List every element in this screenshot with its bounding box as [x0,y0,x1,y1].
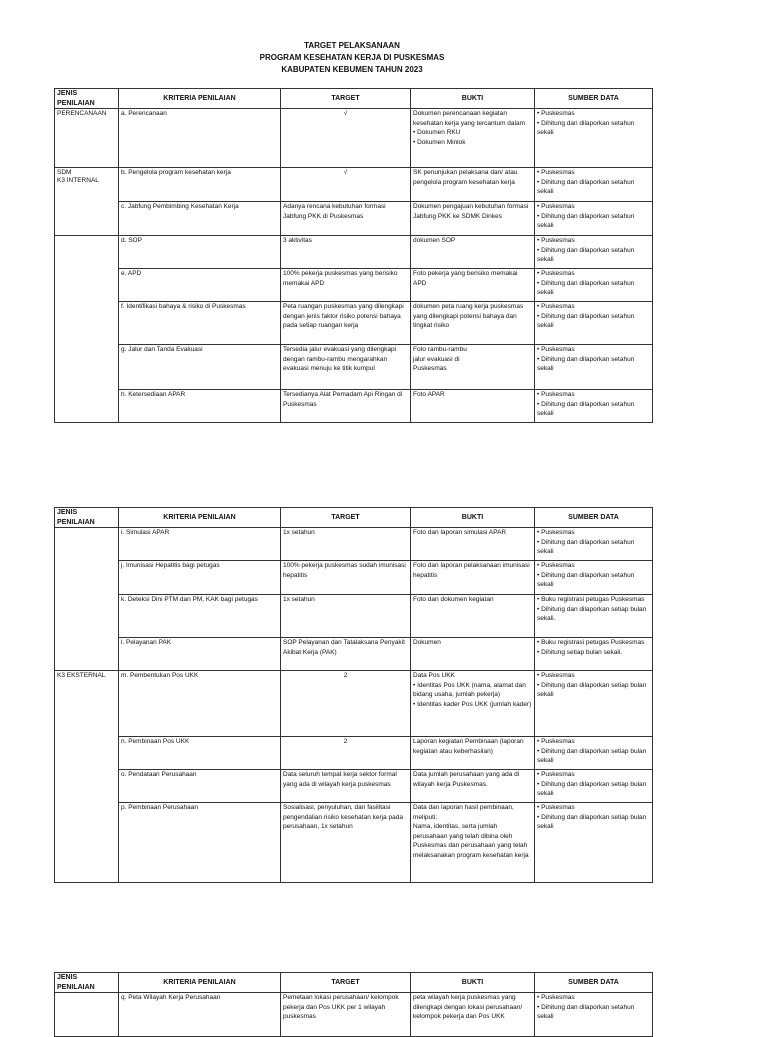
bukti-cell: Dokumen [411,638,535,671]
title-line-1: TARGET PELAKSANAAN [304,41,400,50]
sumber-cell [535,109,653,168]
table-row [55,993,653,1037]
sumber-cell [535,528,653,561]
table-header-row [55,508,653,528]
target-cell: Data seluruh tempat kerja sektor formal yang ada di wilayah kerja puskesmas [281,770,411,803]
target-cell: 100% pekerja puskesmas sudah imunisasi hepatitis [281,561,411,595]
bukti-line: Data Pos UKK [413,672,455,679]
sumber-line: • Puskesmas [537,237,575,244]
table-header-row [55,89,653,109]
sumber-line: • Puskesmas [537,346,575,353]
table-row [55,202,653,236]
header-target: TARGET [281,508,411,528]
target-cell: Sosialisasi, penyuluhan, dan fasilitasi pengendalian risiko kesehatan kerja pada perusahaan, 1x setahun [281,803,411,883]
sumber-line: • Dihitung dan dilaporkan setahun sekali [537,279,635,296]
table-row [55,236,653,269]
sumber-line: • Dihitung dan dilaporkan setahun sekali [537,355,635,372]
kriteria-cell: h. Ketersediaan APAR [119,390,281,423]
group-cell-perencanaan: PERENCANAAN [55,109,119,168]
assessment-table-2 [54,507,653,883]
target-cell: 1x setahun [281,528,411,561]
sumber-cell [535,302,653,345]
sumber-line: • Dihitung dan dilaporkan setahun sekali [537,400,635,417]
sumber-cell [535,390,653,423]
kriteria-cell: c. Jabfung Pembimbing Kesehatan Kerja [119,202,281,236]
kriteria-cell: i. Simulasi APAR [119,528,281,561]
bukti-cell [411,109,535,168]
sumber-line: • Dihitung dan dilaporkan setahun sekali [537,246,635,263]
assessment-table-3 [54,972,653,1037]
group-cell-sdm: SDM [55,168,119,236]
table-row [55,737,653,770]
sumber-line: • Puskesmas [537,804,575,811]
sumber-line: • Dihitung dan dilaporkan setiap bulan sekali [537,747,647,764]
sumber-line: • Puskesmas [537,303,575,310]
sumber-line: • Puskesmas [537,203,575,210]
bukti-line: • Identitas Pos UKK (nama, alamat dan bidang usaha, jumlah pekerja) [413,681,526,698]
bukti-line: • Dokumen RKU [413,129,461,136]
sumber-line: • Puskesmas [537,994,575,1001]
bukti-cell: dokumen SOP [411,236,535,269]
kriteria-cell: j. Imunisasi Hepatitis bagi petugas [119,561,281,595]
assessment-table-1 [54,88,653,423]
sumber-cell [535,345,653,390]
bukti-line: • Dokumen Minlok [413,138,466,146]
table-row [55,561,653,595]
sumber-cell [535,803,653,883]
group-cell-k3-internal [55,177,119,423]
header-sumber: SUMBER DATA [535,973,653,993]
bukti-cell: Foto dan laporan simulasi APAR [411,528,535,561]
sumber-line: • Puskesmas [537,110,575,117]
header-jenis: JENIS PENILAIAN [55,89,119,109]
sumber-line: • Buku registrasi petugas Puskesmas [537,596,645,603]
sumber-cell [535,595,653,638]
sumber-cell [535,770,653,803]
kriteria-cell: f. Identifikasi bahaya & risiko di Puskesmas [119,302,281,345]
sumber-line: • Puskesmas [537,771,575,778]
kriteria-cell: l. Pelayanan PAK [119,638,281,671]
table-row [55,803,653,883]
header-target: TARGET [281,89,411,109]
sumber-line: • Dihitung dan dilaporkan setahun sekali [537,178,635,195]
bukti-cell [411,803,535,883]
target-cell: 2 [281,671,411,737]
table-row [55,528,653,561]
table-row [55,269,653,302]
header-kriteria: KRITERIA PENILAIAN [119,508,281,528]
bukti-cell: peta wilayah kerja puskesmas yang dilengkapi dengan lokasi perusahaan/ kelompok pekerja dan Pos UKK [411,993,535,1037]
sumber-line: • Dihitung dan dilaporkan setahun sekali [537,212,635,229]
bukti-cell: Foto dan dokumen kegiatan [411,595,535,638]
bukti-line: Nama, identitas, serta jumlah perusahaan yang telah dibina oleh Puskesmas dan perusahaan yang telah melaksanakan program kesehatan kerja [413,823,529,859]
header-bukti: BUKTI [411,89,535,109]
header-jenis: JENIS PENILAIAN [55,508,119,528]
group-cell-k3-eksternal: K3 EKSTERNAL [55,671,119,883]
sumber-line: • Puskesmas [537,169,575,176]
kriteria-cell: e. APD [119,269,281,302]
sumber-cell [535,671,653,737]
bukti-line: jalur evakuasi di [413,355,460,363]
target-cell: 3 aktivitas [281,236,411,269]
sumber-line: • Buku registrasi petugas Puskesmas [537,639,645,646]
sumber-line: • Dihitung dan dilaporkan setiap bulan sekali [537,813,647,830]
title-line-2: PROGRAM KESEHATAN KERJA DI PUSKESMAS [259,53,445,62]
sumber-cell [535,168,653,202]
kriteria-cell: b. Pengelola program kesehatan kerja [119,168,281,202]
kriteria-cell: g. Jalur dan Tanda Evakuasi [119,345,281,390]
sumber-cell [535,236,653,269]
title-line-3: KABUPATEN KEBUMEN TAHUN 2023 [281,65,423,74]
sumber-cell [535,561,653,595]
kriteria-cell: d. SOP [119,236,281,269]
bukti-cell: Foto dan laporan pelaksanaan imunisasi hepatitis [411,561,535,595]
sumber-cell [535,269,653,302]
sumber-line: • Dihitung dan dilaporkan setahun sekali [537,312,635,329]
bukti-cell: Foto pekerja yang berisiko memakai APD [411,269,535,302]
kriteria-cell: k. Deteksi Dini PTM dan PM, KAK bagi petugas [119,595,281,638]
header-sumber: SUMBER DATA [535,508,653,528]
table-row [55,770,653,803]
sumber-line: • Puskesmas [537,270,575,277]
group-cell-empty [55,993,119,1037]
table-row [55,168,653,202]
bukti-cell [411,345,535,390]
target-cell: 2 [281,737,411,770]
header-kriteria: KRITERIA PENILAIAN [119,89,281,109]
group-cell-empty [55,528,119,671]
sumber-line: • Dihitung dan dilaporkan setiap bulan sekali [537,780,647,797]
target-cell: Peta ruangan puskesmas yang dilengkapi dengan jenis faktor risiko potensi bahaya pada setiap ruangan kerja [281,302,411,345]
sumber-line: • Puskesmas [537,672,575,679]
sumber-cell [535,202,653,236]
sumber-cell [535,993,653,1037]
header-target: TARGET [281,973,411,993]
bukti-cell: Laporan kegiatan Pembinaan (laporan kegiatan atau keberhasilan) [411,737,535,770]
sumber-line: • Dihitung dan dilaporkan setiap bulan sekali [537,681,647,698]
target-cell: SOP Pelayanan dan Tatalaksana Penyakit Akibat Kerja (PAK) [281,638,411,671]
target-cell: Pemetaan lokasi perusahaan/ kelompok pekerja dan Pos UKK per 1 wilayah puskesmas [281,993,411,1037]
header-kriteria: KRITERIA PENILAIAN [119,973,281,993]
kriteria-cell: a. Perencanaan [119,109,281,168]
kriteria-cell: p. Pembinaan Perusahaan [119,803,281,883]
kriteria-cell: o. Pendataan Perusahaan [119,770,281,803]
document-title [0,40,704,76]
table-row [55,595,653,638]
sumber-line: • Puskesmas [537,529,575,536]
sumber-line: • Dihitung dan dilaporkan setahun sekali [537,1003,635,1020]
bukti-cell: Dokumen pengajuan kebutuhan formasi Jabfung PKK ke SDMK Dinkes [411,202,535,236]
table-header-row [55,973,653,993]
table-row [55,671,653,737]
target-cell: 1x setahun [281,595,411,638]
header-jenis: JENIS PENILAIAN [55,973,119,993]
sumber-line: • Puskesmas [537,562,575,569]
target-cell: Tersedia jalur evakuasi yang dilengkapi dengan rambu-rambu mengarahkan evakuasi menuju ke titik kumpul [281,345,411,390]
target-cell: √ [281,168,411,202]
sumber-line: • Dihitung dan dilaporkan setahun sekali [537,119,635,136]
bukti-cell: Foto APAR [411,390,535,423]
sumber-line: • Puskesmas [537,391,575,398]
target-cell: Tersedianya Alat Pemadam Api Ringan di Puskesmas [281,390,411,423]
sumber-line: • Dihitung dan dilaporkan setahun sekali [537,571,635,588]
bukti-line: Foto rambu-rambu [413,346,467,353]
bukti-line: • Identitas kader Pos UKK (jumlah kader) [413,700,532,708]
sumber-line: • Dihitung dan dilaporkan setahun sekali [537,538,635,555]
target-cell: 100% pekerja puskesmas yang berisiko memakai APD [281,269,411,302]
table-row [55,345,653,390]
target-cell: √ [281,109,411,168]
bukti-cell [411,671,535,737]
target-cell: Adanya rencana kebutuhan formasi Jabfung PKK di Puskesmas [281,202,411,236]
group-label: K3 INTERNAL [57,177,99,184]
header-bukti: BUKTI [411,508,535,528]
sumber-line: • Puskesmas [537,738,575,745]
table-row [55,109,653,168]
sumber-line: • Dihitung dan dilaporkan setiap bulan sekali. [537,605,647,622]
bukti-cell: SK penunjukan pelaksana dan/ atau pengelola program kesehatan kerja [411,168,535,202]
sumber-cell [535,638,653,671]
kriteria-cell: n. Pembinaan Pos UKK [119,737,281,770]
sumber-cell [535,737,653,770]
kriteria-cell: q. Peta Wilayah Kerja Perusahaan [119,993,281,1037]
bukti-line: Dokumen perencanaan kegiatan kesehatan kerja yang tercantum dalam [413,110,526,127]
header-bukti: BUKTI [411,973,535,993]
sumber-line: • Dihitung setiap bulan sekali. [537,648,623,656]
table-row [55,302,653,345]
table-row [55,390,653,423]
table-row [55,638,653,671]
header-sumber: SUMBER DATA [535,89,653,109]
bukti-line: Puskesmas [413,365,447,372]
kriteria-cell: m. Pembentukan Pos UKK [119,671,281,737]
bukti-line: Data dan laporan hasil pembinaan, meliputi: [413,804,514,821]
bukti-cell: dokumen peta ruang kerja puskesmas yang dilengkapi potensi bahaya dan tingkat risiko [411,302,535,345]
bukti-cell: Data jumlah perusahaan yang ada di wilayah kerja Puskesmas. [411,770,535,803]
